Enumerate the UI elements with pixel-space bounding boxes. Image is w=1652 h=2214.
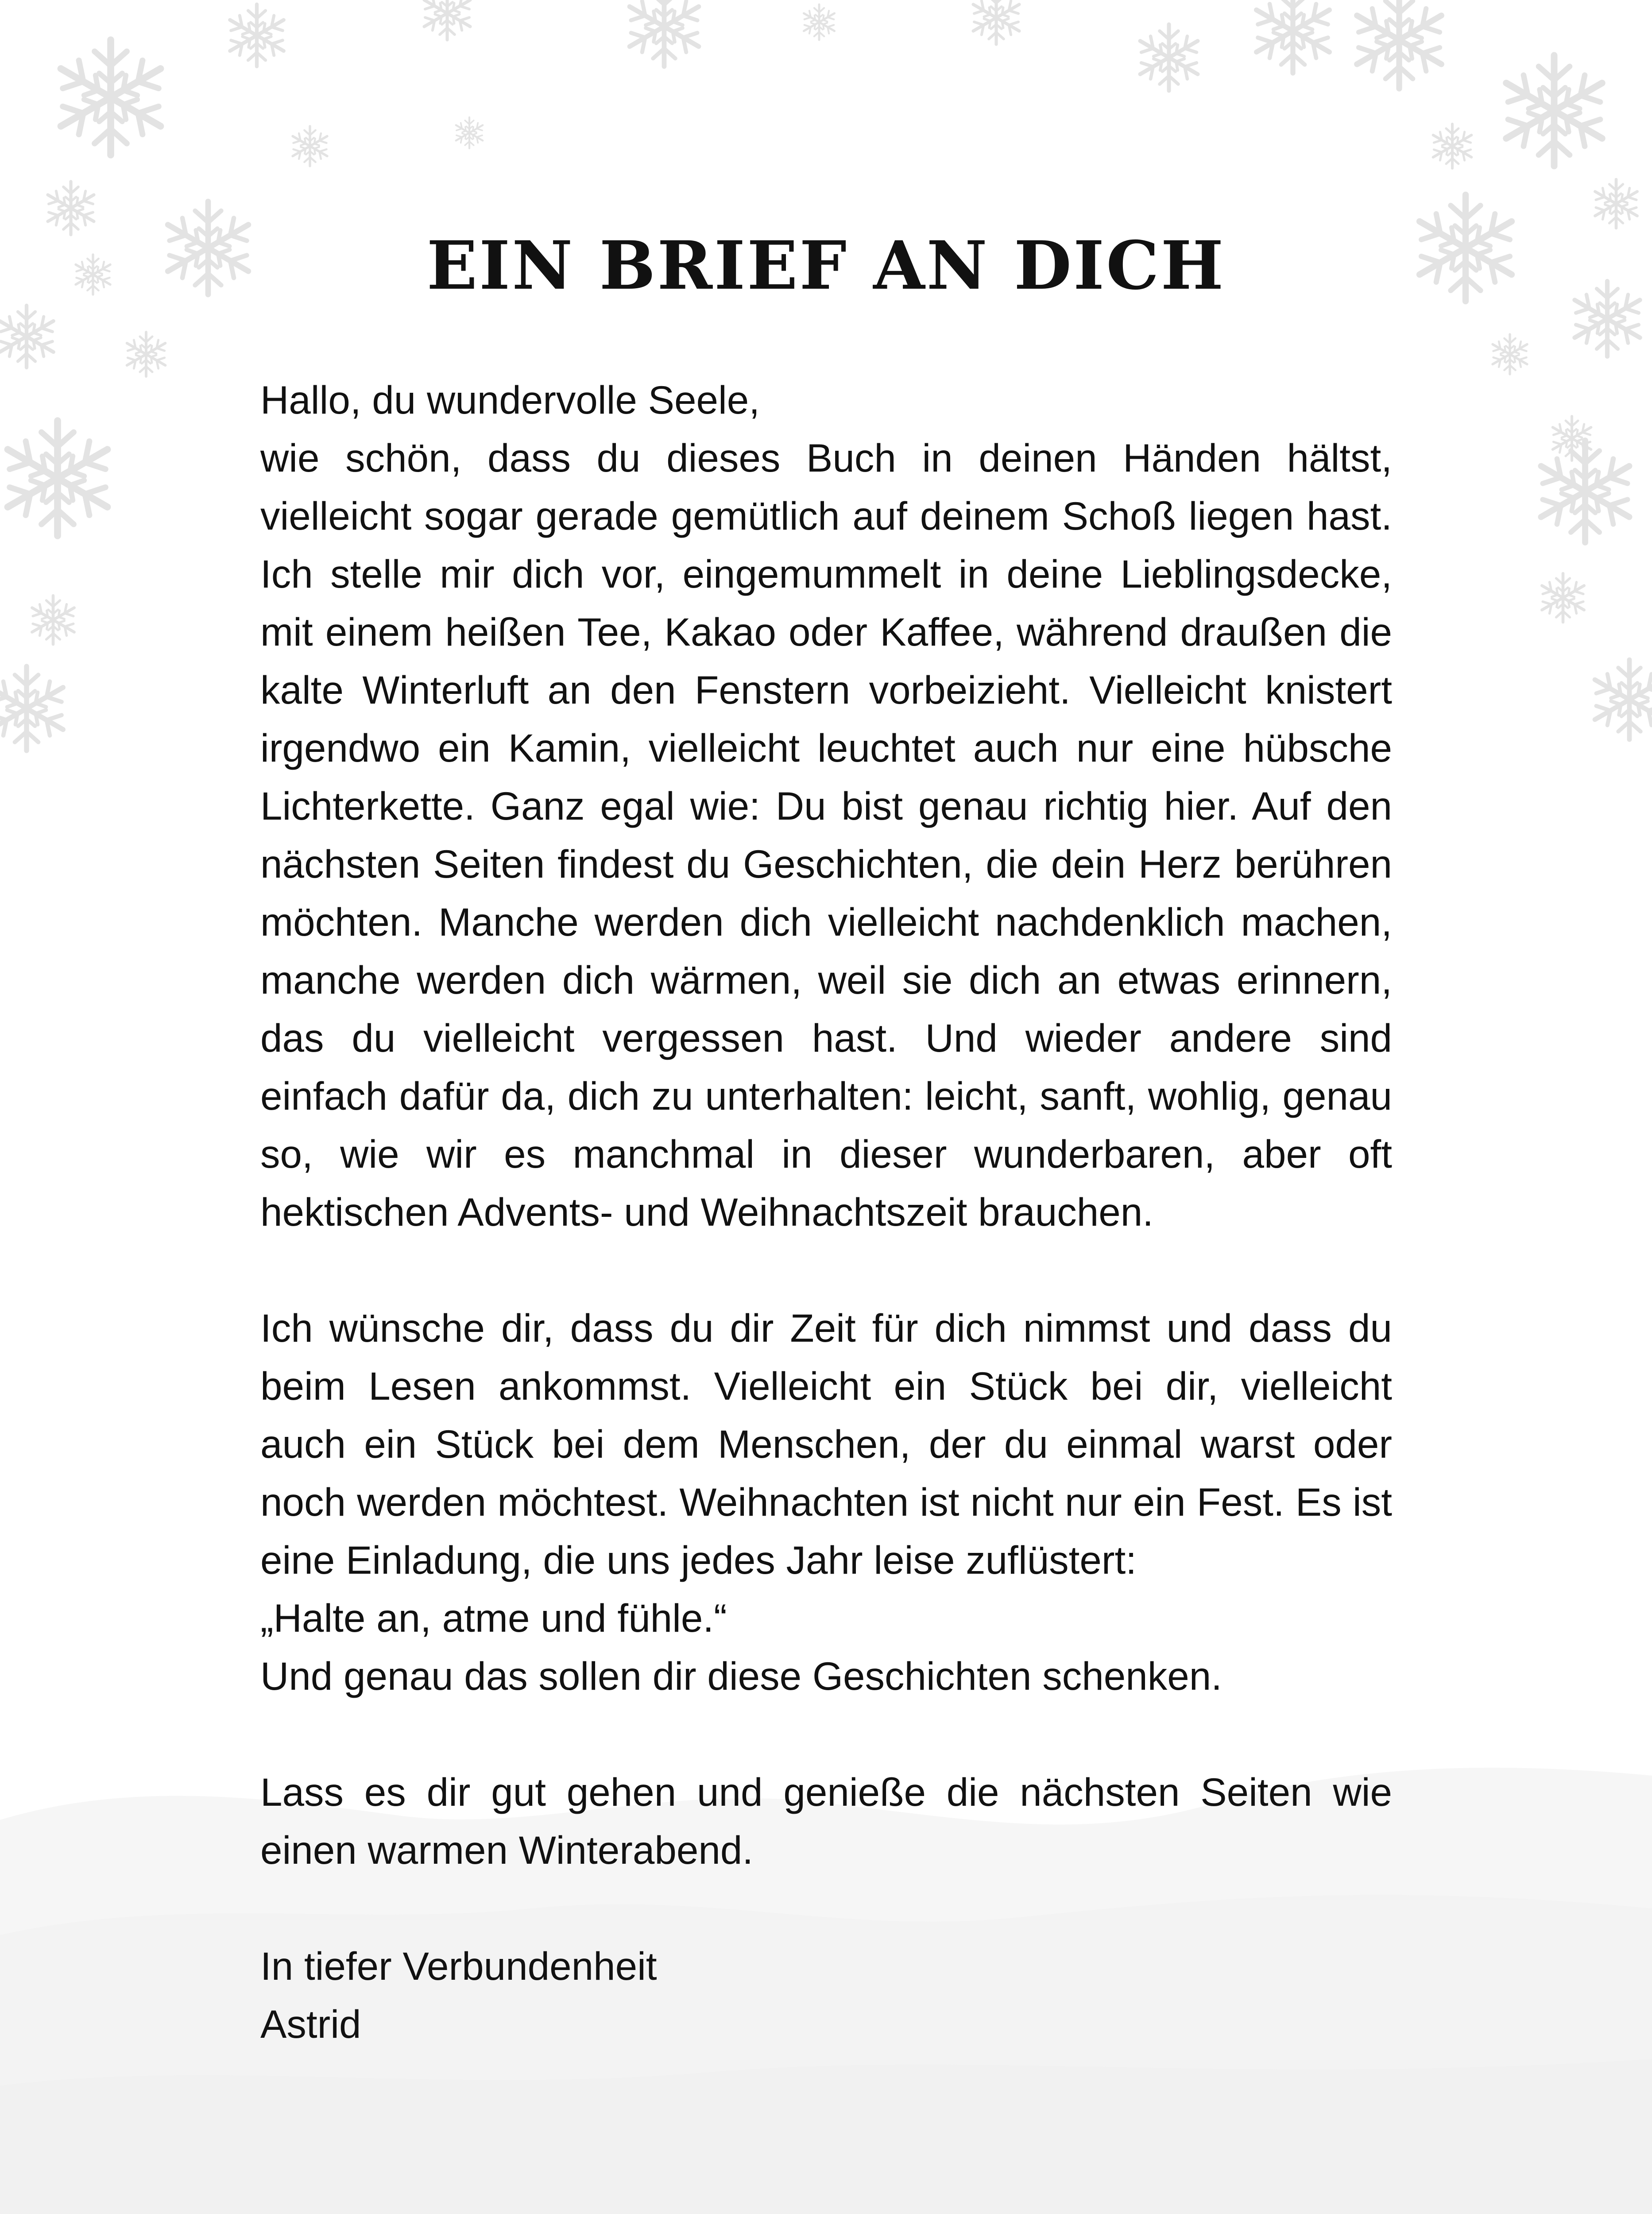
snowflake-icon [970, 0, 1023, 44]
snowflake-icon [1490, 334, 1530, 374]
snowflake-icon [0, 666, 69, 751]
snowflake-icon [1136, 24, 1203, 91]
letter-body [260, 371, 1392, 2053]
snowflake-icon [1350, 0, 1448, 89]
snowflake-icon [1589, 660, 1652, 739]
snowflake-icon [1250, 0, 1335, 73]
paragraph-spacer [260, 1705, 1392, 1763]
paragraph-spacer [260, 1241, 1392, 1299]
letter-paragraph-2-end: Und genau das sollen dir diese Geschichten schenken. [260, 1654, 1222, 1698]
snowflake-icon [1592, 179, 1641, 228]
snowflake-icon [1550, 416, 1594, 461]
snowflake-icon [53, 40, 169, 155]
letter-paragraph-2: Ich wünsche dir, dass du dir Zeit für dich nimmst und dass du beim Lesen ankommst. Vielleicht ein Stück bei dir, vielleicht auch ein Stück bei dem Menschen, der du einmal warst oder noch werden möchtest. Weihnachten ist nicht nur ein Fest. Es ist eine Einladung, die uns jedes Jahr leise zuflüstert: [260, 1306, 1392, 1582]
snowflake-icon [0, 306, 58, 368]
page-title: EIN BRIEF AN DICH [426, 227, 1226, 305]
closing-line: In tiefer Verbundenheit [260, 1944, 657, 1988]
letter-paragraph-3: Lass es dir gut gehen und genieße die nächsten Seiten wie einen warmen Winterabend. [260, 1770, 1392, 1872]
paragraph-spacer [260, 1879, 1392, 1937]
snowflake-icon [454, 117, 485, 148]
snowflake-icon [290, 126, 330, 166]
signature: Astrid [260, 2002, 361, 2046]
snowflake-icon [1430, 124, 1475, 168]
salutation: Hallo, du wundervolle Seele, [260, 378, 760, 422]
snowflake-icon [1534, 441, 1636, 542]
letter-paragraph-1: wie schön, dass du dieses Buch in deinen Händen hältst, vielleicht sogar gerade gemütlich auf deinem Schoß liegen hast. Ich stelle mir dich vor, eingemummelt in deine Lieblingsdecke, mit einem heißen Tee, Kakao oder Kaffee, während draußen die kalte Winterluft an den Fenstern vorbeizieht. Vielleicht knistert irgendwo ein Kamin, vielleicht leuchtet auch nur eine hübsche Lichterkette. Ganz egal wie: Du bist genau richtig hier. Auf den nächsten Seiten findest du Geschichten, die dein Herz berühren möchten. Manche werden dich vielleicht nachdenklich machen, manche werden dich wärmen, weil sie dich an etwas erinnern, das du vielleicht vergessen hast. Und wieder andere sind einfach dafür da, dich zu unterhalten: leicht, sanft, wohlig, genau so, wie wir es manchmal in dieser wunderbaren, aber oft hektischen Advents- und Weihnachtszeit brauchen. [260, 436, 1392, 1234]
letter-quote: „Halte an, atme und fühle.“ [260, 1596, 727, 1640]
snowflake-icon [124, 332, 169, 376]
snowflake-icon [0, 421, 116, 536]
snowflake-icon [624, 0, 704, 66]
snowflake-icon [1539, 573, 1588, 622]
snowflake-icon [226, 4, 288, 66]
snowflake-icon [801, 4, 837, 40]
snowflake-icon [1498, 55, 1610, 166]
snowflake-icon [29, 596, 78, 644]
snowflake-icon [421, 0, 474, 40]
